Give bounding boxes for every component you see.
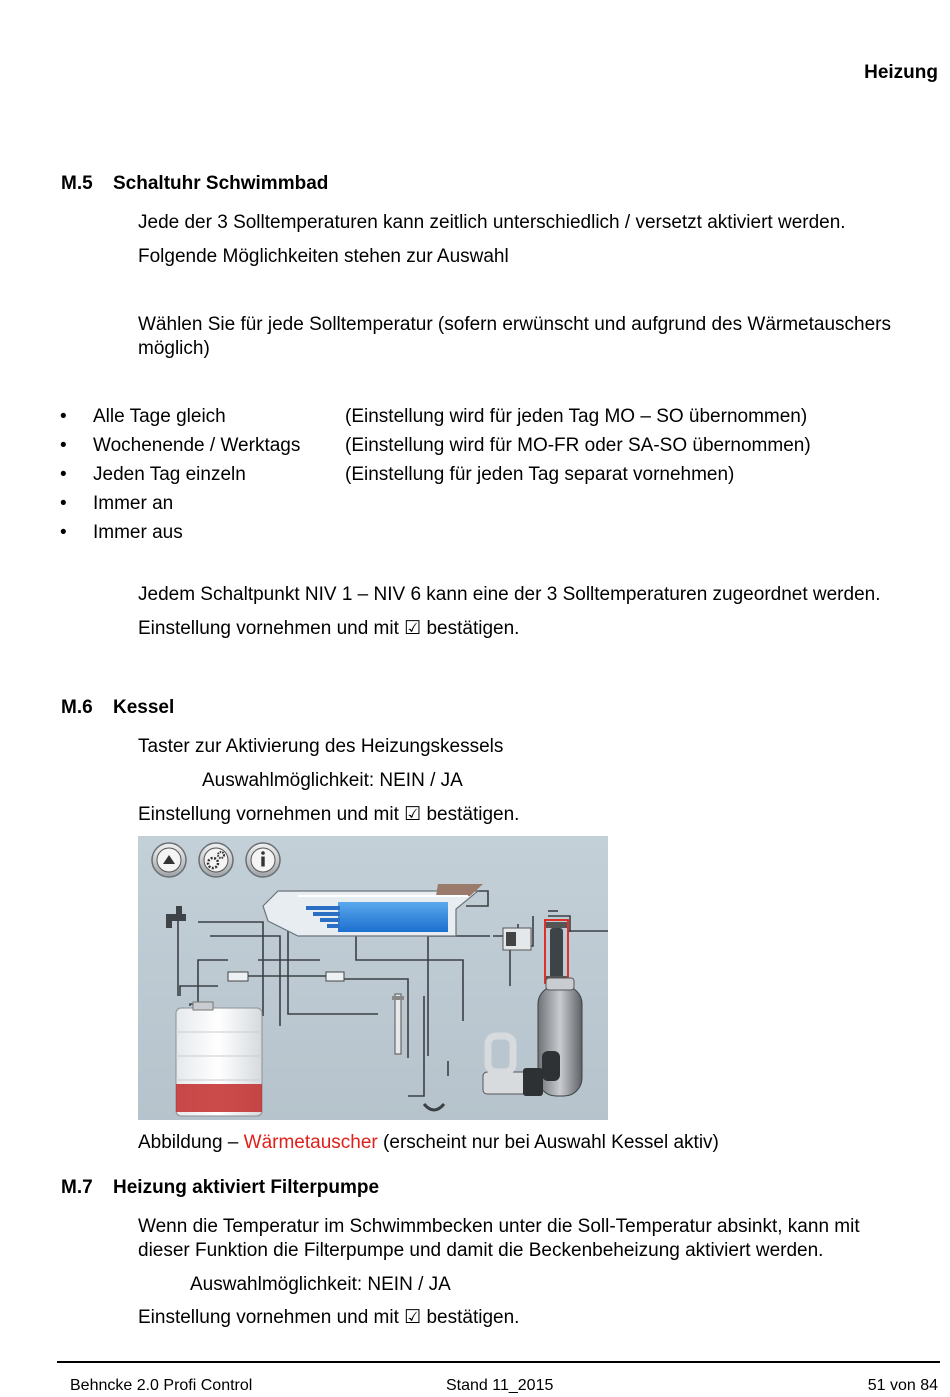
section-number: M.5 <box>61 173 93 194</box>
paragraph: Einstellung vornehmen und mit ☑ bestätigen. <box>138 804 520 825</box>
section-title: Schaltuhr Schwimmbad <box>113 173 329 194</box>
section-number: M.6 <box>61 697 93 718</box>
highlight-term: Wärmetauscher <box>243 1132 378 1153</box>
bullet-icon: • <box>60 493 67 514</box>
control-display-screenshot <box>138 836 608 1120</box>
footer-divider <box>57 1361 940 1363</box>
page-header-title: Heizung <box>864 62 938 83</box>
paragraph: Einstellung vornehmen und mit ☑ bestätigen. <box>138 1307 520 1328</box>
section-heading-m7 <box>61 1177 379 1199</box>
bullet-icon: • <box>60 406 67 427</box>
list-item: • Immer aus <box>60 522 183 543</box>
paragraph: dieser Funktion die Filterpumpe und damit die Beckenbeheizung aktiviert werden. <box>138 1240 824 1261</box>
bullet-icon: • <box>60 435 67 456</box>
paragraph: Folgende Möglichkeiten stehen zur Auswahl <box>138 246 509 267</box>
paragraph: Wählen Sie für jede Solltemperatur (sofern erwünscht und aufgrund des Wärmetauschers <box>138 314 891 335</box>
figure-caption: Abbildung – Wärmetauscher (erscheint nur bei Auswahl Kessel aktiv) <box>138 1132 719 1153</box>
section-heading-m5 <box>61 173 328 195</box>
footer-product: Behncke 2.0 Profi Control <box>70 1377 253 1394</box>
section-title: Heizung aktiviert Filterpumpe <box>113 1177 380 1198</box>
paragraph: Wenn die Temperatur im Schwimmbecken unter die Soll-Temperatur absinkt, kann mit <box>138 1216 860 1237</box>
paragraph: Jedem Schaltpunkt NIV 1 – NIV 6 kann eine der 3 Solltemperaturen zugeordnet werden. <box>138 584 881 605</box>
gear-icon <box>199 843 233 877</box>
paragraph: Auswahlmöglichkeit: NEIN / JA <box>190 1274 451 1295</box>
list-item: • Alle Tage gleich (Einstellung wird für jeden Tag MO – SO übernommen) <box>60 406 808 427</box>
bullet-icon: • <box>60 522 67 543</box>
section-number: M.7 <box>61 1177 93 1198</box>
section-heading-m6 <box>61 697 174 719</box>
paragraph: Auswahlmöglichkeit: NEIN / JA <box>202 770 463 791</box>
up-arrow-icon <box>152 843 186 877</box>
list-item: • Immer an <box>60 493 174 514</box>
list-item: • Jeden Tag einzeln (Einstellung für jeden Tag separat vornehmen) <box>60 464 735 485</box>
footer-version: Stand 11_2015 <box>446 1377 554 1394</box>
bullet-icon: • <box>60 464 67 485</box>
info-icon <box>246 843 280 877</box>
paragraph: Einstellung vornehmen und mit ☑ bestätigen. <box>138 618 520 639</box>
paragraph: möglich) <box>138 338 210 359</box>
section-title: Kessel <box>113 697 175 718</box>
paragraph: Jede der 3 Solltemperaturen kann zeitlich unterschiedlich / versetzt aktiviert werden. <box>138 212 846 233</box>
list-item: • Wochenende / Werktags (Einstellung wird für MO-FR oder SA-SO übernommen) <box>60 435 811 456</box>
footer-page-number: 51 von 84 <box>867 1377 938 1394</box>
paragraph: Taster zur Aktivierung des Heizungskessels <box>138 736 504 757</box>
